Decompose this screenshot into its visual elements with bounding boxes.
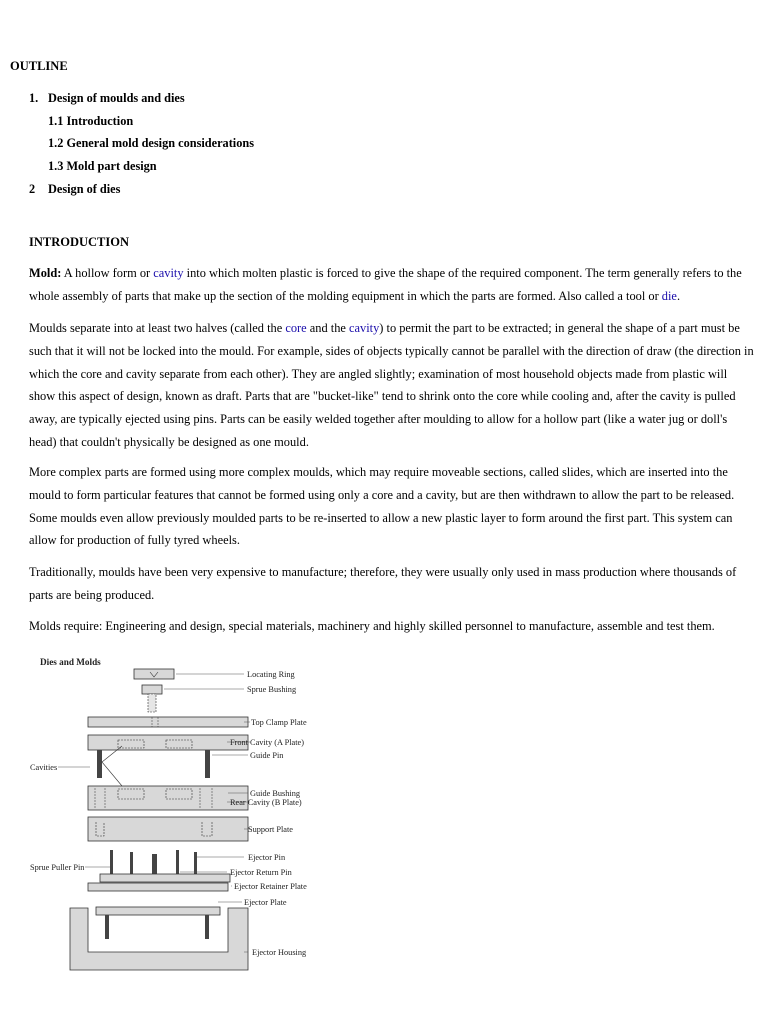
outline-item [29, 158, 254, 181]
introduction-heading: INTRODUCTION [29, 235, 130, 249]
paragraph-text: and the [306, 321, 349, 335]
paragraph-text: into which molten plastic is forced to give the shape of the required component. The term generally refers to the whole assembly of parts that make up the section of the molding equipment in which the parts are formed. Also called a tool or [29, 266, 742, 303]
label-ejector-housing: Ejector Housing [252, 948, 307, 957]
label-guide-pin: Guide Pin [250, 751, 284, 760]
outline-item [29, 90, 254, 113]
ejector-housing-shape [70, 908, 248, 970]
mould-separation-paragraph [29, 317, 754, 454]
mold-term: Mold: [29, 266, 62, 280]
paragraph-text: Molds require: Engineering and design, special materials, machinery and highly skilled personnel to manufacture, assemble and test them. [29, 619, 715, 633]
core-link[interactable]: core [285, 321, 307, 335]
ejector-plate-shape [88, 883, 228, 891]
ejector-retainer-plate-shape [100, 874, 230, 882]
label-ejector-plate: Ejector Plate [244, 898, 287, 907]
label-cavities: Cavities [30, 763, 58, 772]
label-guide-bushing: Guide Bushing [250, 789, 301, 798]
support-plate-shape [88, 817, 248, 841]
outline-item-label: Design of moulds and dies [48, 91, 185, 105]
label-ejector-pin: Ejector Pin [248, 853, 286, 862]
label-locating-ring: Locating Ring [247, 670, 295, 679]
guide-pin-right-shape [205, 750, 210, 778]
label-support-plate: Support Plate [248, 825, 293, 834]
die-link[interactable]: die [661, 288, 677, 303]
locating-ring-shape [134, 669, 174, 679]
figure-title: Dies and Molds [40, 657, 101, 667]
label-ejector-retainer-plate: Ejector Retainer Plate [234, 882, 307, 891]
paragraph-text: ) to permit the part to be extracted; in general the shape of a part must be such that it will not be locked into the mould. For example, sides of objects typically cannot be parallel with the direction of draw (the direction in which the core and cavity separate from each other). They are angled slightly; examination of most household objects made from plastic will show this aspect of design, known as draft. Parts that are "bucket-like" tend to shrink onto the core while cooling and, after the cavity is pulled away, are typically ejected using pins. Parts can be easily welded together after moulding to allow for a hollow part (like a water jug or doll's head) that couldn't physically be designed as one mould. [29, 321, 754, 449]
complex-moulds-paragraph [29, 461, 754, 552]
outline-item-label: 1.2 General mold design considerations [48, 136, 254, 151]
cavity-link[interactable]: cavity [153, 266, 184, 280]
outline-item-label: 1.1 Introduction [48, 113, 134, 128]
requirements-paragraph [29, 615, 754, 638]
mold-diagram [30, 650, 330, 980]
sprue-bushing-shape [142, 685, 162, 694]
paragraph-text: Moulds separate into at least two halves (called the [29, 321, 286, 335]
outline-item-label: Design of dies [48, 181, 121, 196]
outline-list [29, 90, 254, 203]
cavity-link-2[interactable]: cavity [349, 321, 380, 335]
paragraph-text: More complex parts are formed using more complex moulds, which may require moveable sections, called slides, which are inserted into the mould to form particular features that cannot be formed using only a core and a cavity, but are then withdrawn to allow the part to be released. Some moulds even allow previously moulded parts to be re-inserted to allow a new plastic layer to form around the first part. This system can allow for production of fully tyred wheels. [29, 465, 735, 548]
outline-item [29, 135, 254, 158]
paragraph-text: Traditionally, moulds have been very expensive to manufacture; therefore, they were usually only used in mass production where thousands of parts are being produced. [29, 565, 737, 602]
outline-item-label: 1.3 Mold part design [48, 159, 157, 174]
outline-item-number: 2 [29, 181, 36, 196]
rear-cavity-plate-shape [88, 786, 248, 810]
paragraph-text: A hollow form or [61, 266, 154, 280]
dies-and-molds-figure [30, 650, 330, 980]
guide-pin-left-shape [97, 750, 102, 778]
outline-heading: OUTLINE [10, 59, 68, 73]
paragraph-text: . [676, 288, 681, 303]
top-clamp-plate-shape [88, 717, 248, 727]
outline-item-number: 1. [29, 91, 39, 105]
label-front-cavity: Front Cavity (A Plate) [230, 738, 304, 747]
label-top-clamp-plate: Top Clamp Plate [251, 718, 307, 727]
label-sprue-bushing: Sprue Bushing [247, 685, 297, 694]
mold-definition-paragraph [29, 262, 754, 308]
label-ejector-return-pin: Ejector Return Pin [230, 868, 292, 877]
label-rear-cavity: Rear Cavity (B Plate) [230, 798, 302, 807]
label-sprue-puller-pin: Sprue Puller Pin [30, 863, 85, 872]
outline-item [29, 181, 254, 204]
outline-item [29, 113, 254, 136]
cost-paragraph [29, 561, 754, 607]
